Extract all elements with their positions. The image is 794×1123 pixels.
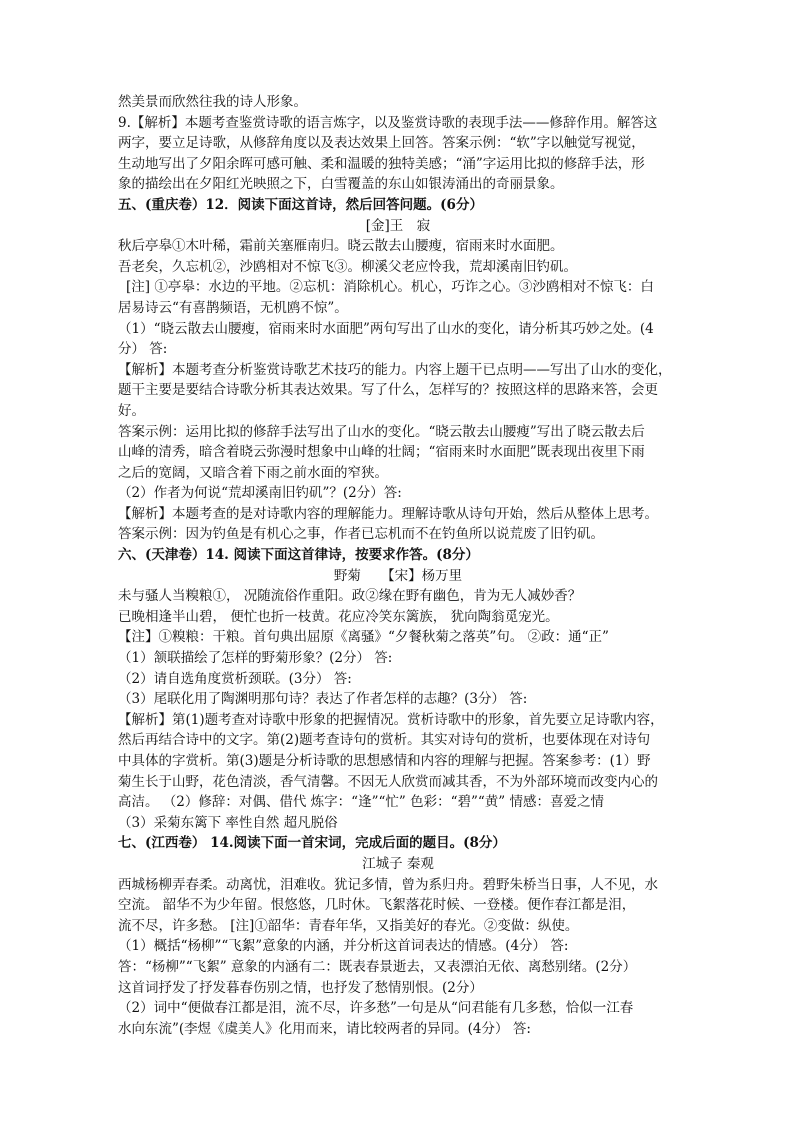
analysis-line: 【解析】本题考查分析鉴赏诗歌艺术技巧的能力。内容上题干已点明——写出了山水的变化，: [118, 361, 672, 378]
text-line: （3）采菊东篱下 率性自然 超凡脱俗: [118, 814, 338, 831]
note-line: 【注】①糗粮：干粮。首句典出屈原《离骚》“夕餐秋菊之落英”句。 ②政：通“正”: [118, 629, 609, 646]
answer-line: 答案示例：运用比拟的修辞手法写出了山水的变化。“晓云散去山腰瘦”写出了晓云散去后: [118, 423, 645, 440]
text-line: 山峰的清秀，暗含着晓云弥漫时想象中山峰的壮阔；“宿雨来时水面肥”既表现出夜里下雨: [118, 444, 645, 461]
poem-line: 西城杨柳弄春柔。动离忧，泪难收。犹记多情，曾为系归舟。碧野朱桥当日事，人不见，水: [118, 876, 658, 893]
analysis-line: 【解析】本题考查的是对诗歌内容的理解能力。理解诗歌从诗句开始，然后从整体上思考。: [118, 505, 658, 522]
text-line: 题干主要是要结合诗歌分析其表达效果。写了什么，怎样写的？按照这样的思路来答，会更: [118, 382, 658, 399]
text-line: 菊生长于山野，花色清淡，香气清馨。不因无人欣赏而减其香，不为外部环境而改变内心的: [118, 773, 658, 790]
poem-line: 秋后亭皋①木叶稀，霜前关塞雁南归。晓云散去山腰瘦，宿雨来时水面肥。: [118, 238, 564, 255]
section-heading: 五、(重庆卷）12．阅读下面这首诗，然后回答问题。(6分）: [118, 196, 483, 213]
text-line: 两字，要立足诗歌，从修辞角度以及表达效果上回答。答案示例：“软”字以触觉写视觉，: [118, 135, 645, 152]
answer-line: 答案示例：因为钓鱼是有机心之事，作者已忘机而不在钓鱼所以说荒废了旧钓矶。: [118, 526, 604, 543]
section-heading: 六、(天津卷）14. 阅读下面这首律诗，按要求作答。(8分）: [118, 547, 479, 564]
text-line: 生动地写出了夕阳余晖可感可触、柔和温暖的独特美感；“涌”字运用比拟的修辞手法，形: [118, 155, 645, 172]
question-line: （3）尾联化用了陶渊明那句诗？表达了作者怎样的志趣？(3分） 答:: [118, 691, 528, 708]
document-page: [118, 92, 678, 1039]
text-line: 水向东流”(李煜《虞美人》化用而来，请比较两者的异同。(4分） 答:: [118, 1020, 531, 1037]
question-line: （1）颔联描绘了怎样的野菊形象？(2分） 答:: [118, 650, 393, 667]
poem-line: 流不尽，许多愁。 [注]①韶华：青春年华，又指美好的春光。②变做：纵使。: [118, 917, 579, 934]
poem-title: 野菊 【宋】杨万里: [333, 567, 463, 584]
question-line: （2）词中“便做春江都是泪，流不尽，许多愁”一句是从“问君能有几多愁，恰似一江春: [118, 1000, 634, 1017]
text-line: 高洁。 （2）修辞：对偶、借代 炼字：“逢”“忙” 色彩：“碧”“黄” 情感：喜爱之情: [118, 794, 604, 811]
poem-line: 未与骚人当糗粮①， 况随流俗作重阳。政②缘在野有幽色，肯为无人减妙香？: [118, 588, 582, 605]
answer-line: 答：“杨柳”“飞絮” 意象的内涵有二：既表春景逝去，又表漂泊无依、离愁别绪。(2分）: [118, 958, 637, 975]
poem-title: 江城子 秦观: [362, 855, 434, 872]
text-line: 象的描绘出在夕阳红光映照之下，白雪覆盖的东山如银涛涌出的奇丽景象。: [118, 176, 564, 193]
question-line: （2）作者为何说“荒却溪南旧钓矶”？(2分）答:: [118, 485, 402, 502]
poem-line: 吾老矣，久忘机②，沙鸥相对不惊飞③。柳溪父老应怜我，荒却溪南旧钓矶。: [118, 258, 577, 275]
text-line: 9.【解析】本题考查鉴赏诗歌的语言炼字，以及鉴赏诗歌的表现手法——修辞作用。解答这: [118, 114, 658, 131]
poem-author: [金]王 寂: [365, 217, 431, 234]
text-line: 居易诗云“有喜鹊频语，无机鸥不惊”。: [118, 299, 348, 316]
text-line: 然后再结合诗中的文字。第(2)题考查诗句的赏析。其实对诗句的赏析，也要体现在对诗句: [118, 732, 651, 749]
text-line: 之后的宽阔，又暗含着下雨之前水面的窄狭。: [118, 464, 388, 481]
text-line: 中具体的字赏析。第(3)题是分析诗歌的思想感情和内容的理解与把握。答案参考：(1）野: [118, 753, 651, 769]
section-heading: 七、(江西卷） 14.阅读下面一首宋词，完成后面的题目。(8分）: [118, 835, 506, 852]
question-line: （2）请自选角度赏析颈联。(3分） 答:: [118, 670, 352, 687]
text-line: 分） 答:: [118, 341, 168, 358]
note-line: [注] ①亭皋：水边的平地。②忘机：消除机心。机心，巧诈之心。③沙鸥相对不惊飞：白: [126, 279, 654, 296]
text-line: 这首词抒发了抒发暮春伤别之情，也抒发了愁情别恨。(2分）: [118, 979, 483, 996]
question-line: （1）概括“杨柳”“飞絮”意象的内涵，并分析这首词表达的情感。(4分） 答:: [118, 938, 569, 955]
text-line: 然美景而欣然往我的诗人形象。: [118, 94, 307, 110]
analysis-line: 【解析】第(1)题考查对诗歌中形象的把握情况。赏析诗歌中的形象，首先要立足诗歌内容，: [118, 711, 664, 728]
question-line: （1）“晓云散去山腰瘦，宿雨来时水面肥”两句写出了山水的变化，请分析其巧妙之处。(4: [118, 320, 654, 337]
poem-line: 已晚相逢半山碧， 便忙也折一枝黄。花应冷笑东篱族， 犹向陶翁觅宠光。: [118, 608, 559, 625]
text-line: 好。: [118, 402, 145, 419]
poem-line: 空流。 韶华不为少年留。恨悠悠，几时休。飞絮落花时候、一登楼。便作春江都是泪，: [118, 897, 636, 914]
